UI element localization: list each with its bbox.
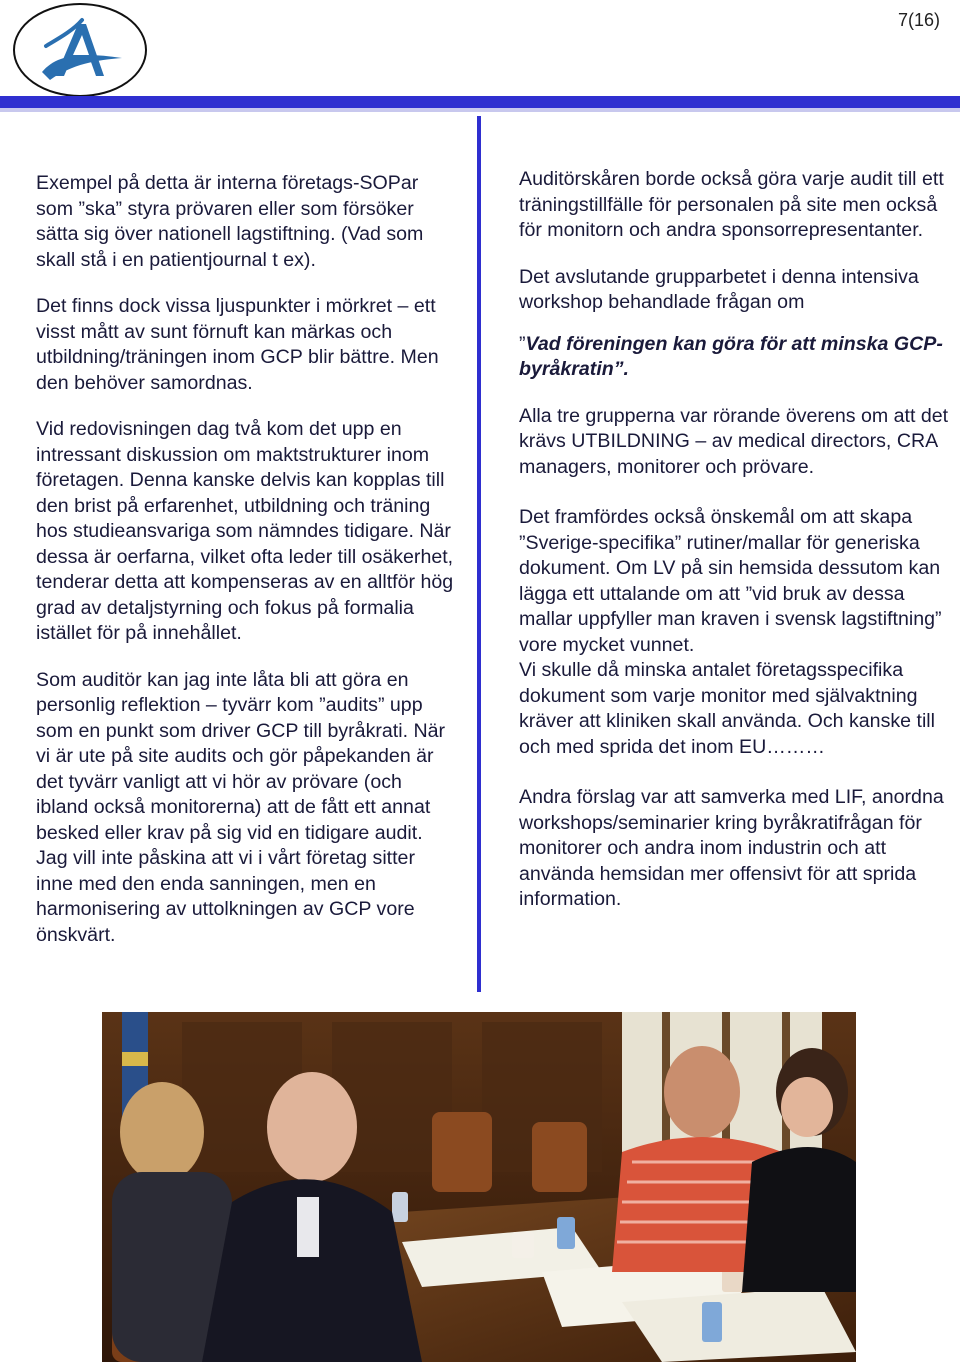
paragraph-part: Det framfördes också önskemål om att skapa ”Sverige-specifika” rutiner/mallar för generiska dokument. Om LV på sin hemsida dessutom kan lägga ett uttalande om att ”vid bruk av dessa mallar uppfyller man kraven i svensk lagstiftning” vore mycket vunnet. [519, 506, 942, 656]
paragraph [36, 668, 456, 949]
paragraph: Andra förslag var att samverka med LIF, anordna workshops/seminarier kring byråkratifrågan för monitorer och andra inom industrin och att använda hemsidan mer offensivt för att sprida information. [519, 786, 944, 910]
page-number: 7(16) [897, 10, 940, 30]
emphasis-text: Vad föreningen kan göra för att minska GCP-byråkratin”. [519, 332, 943, 380]
organization-logo [12, 2, 148, 98]
paragraph: Vid redovisningen dag två kom det upp en intressant diskussion om maktstrukturer inom företagen. Denna kanske delvis kan kopplas till den brist på erfarenhet, utbildning och träning hos studieansvariga som nämndes tidigare. När dessa är oerfarna, vilket ofta leder till osäkerhet, tenderar detta att kompenseras av en alltför hög grad av detaljstyrning och fokus på formalia istället för på innehållet. [36, 418, 454, 644]
paragraph: Det avslutande grupparbetet i denna intensiva workshop behandlade frågan om [519, 265, 919, 313]
paragraph: Det finns dock vissa ljuspunkter i mörkret – ett visst mått av sunt förnuft kan märkas och utbildning/träningen inom GCP blir bättre. Men den behöver samordnas. [36, 295, 439, 394]
paragraph: Auditörskåren borde också göra varje audit till ett träningstillfälle för personalen på site men också för monitorn och andra sponsorrepresentanter. [519, 168, 944, 241]
paragraph-part: Jag vill inte påskina att vi i vårt företag sitter inne med den enda sanningen, men en harmonisering av uttolkningen av GCP vore önskvärt. [36, 847, 415, 946]
column-divider [477, 116, 481, 992]
left-column [36, 171, 456, 948]
right-column [519, 167, 949, 934]
quote-mark: ” [519, 332, 526, 355]
header-rule-shadow [0, 108, 960, 112]
header-rule [0, 96, 960, 108]
paragraph: Exempel på detta är interna företags-SOPar som ”ska” styra prövaren eller som försöker sätta sig över nationell lagstiftning. (Vad som skall stå i en patientjournal t ex). [36, 172, 424, 271]
paragraph-part: Vi skulle då minska antalet företagsspecifika dokument som varje monitor med självaktning kräver att kliniken skall använda. Och kanske till och med sprida det inom EU……… [519, 659, 936, 758]
paragraph-part: Som auditör kan jag inte låta bli att göra en personlig reflektion – tyvärr kom ”audits” upp som en punkt som driver GCP till byråkrati. När vi är ute på site audits och gör påpekanden är det tyvärr vanligt att vi hör av prövare (och ibland också monitorerna) att de fått ett annat besked eller krav på sig vid en tidigare audit. [36, 668, 446, 844]
paragraph [519, 505, 949, 760]
paragraph: Alla tre grupperna var rörande överens om att det krävs UTBILDNING – av medical directors, CRA managers, monitorer och prövare. [519, 404, 949, 478]
emphasized-question [519, 332, 949, 383]
meeting-photo [102, 1012, 856, 1362]
